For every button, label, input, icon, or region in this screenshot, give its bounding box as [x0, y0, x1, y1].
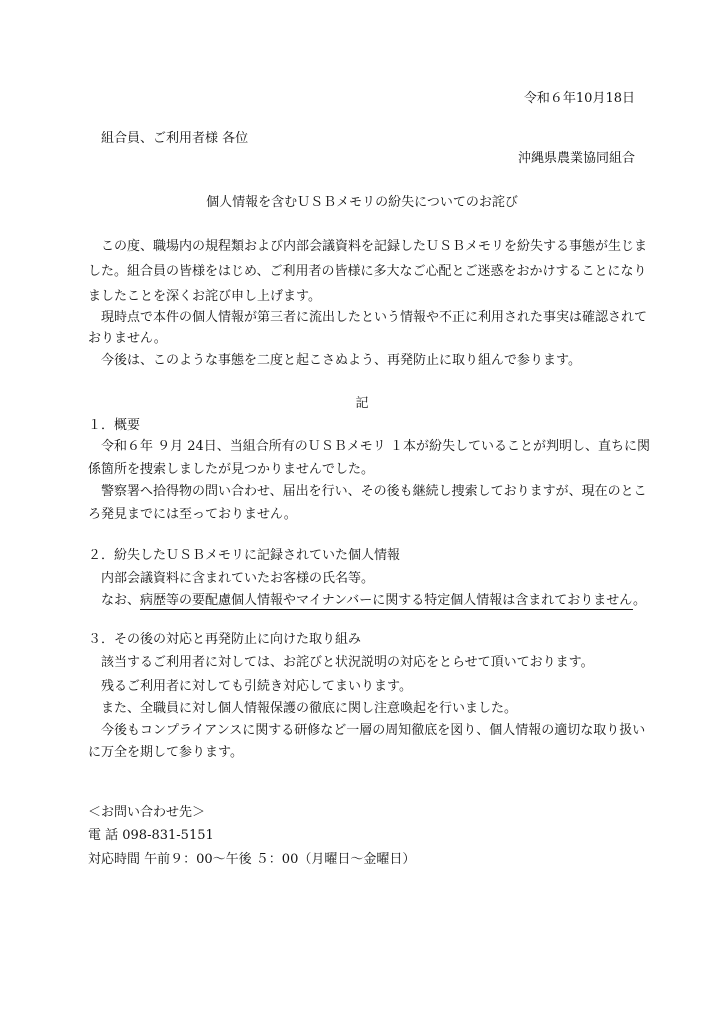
section-1-line-1: 令和６年 ９月 24日、当組合所有のＵＳＢメモリ １本が紛失していることが判明し、直ちに関: [101, 439, 650, 454]
section-1-line-2: 係箇所を捜索しましたが見つかりませんでした。: [88, 462, 375, 477]
section-2-heading: ２．紛失したＵＳＢメモリに記録されていた個人情報: [88, 548, 401, 563]
section-2-line-2-prefix: なお、: [101, 593, 141, 608]
sender-organization: 沖縄県農業協同組合: [517, 151, 635, 166]
section-3-line-2: 残るご利用者に対しても引続き対応してまいります。: [101, 679, 412, 694]
section-1-heading: １．概要: [88, 418, 141, 433]
section-3-line-3: また、全職員に対し個人情報保護の徹底に関し注意喚起を行いました。: [101, 701, 518, 716]
section-2-line-1: 内部会議資料に含まれていたお客様の氏名等。: [101, 571, 375, 586]
section-3-line-5: に万全を期して参ります。: [88, 745, 243, 760]
section-1-line-3: 警察署へ拾得物の問い合わせ、届出を行い、その後も継続し捜索しておりますが、現在のとこ: [101, 484, 647, 499]
contact-hours: 対応時間 午前９：00～午後 ５：00（月曜日～金曜日）: [88, 852, 416, 867]
recipient-line: 組合員、ご利用者様 各位: [101, 131, 249, 146]
section-3-heading: ３．その後の対応と再発防止に向けた取り組み: [88, 632, 362, 647]
section-1-line-4: ろ発見までには至っておりません。: [88, 507, 297, 522]
ki-marker: 記: [355, 396, 369, 411]
intro-paragraph-1-line-1: この度、職場内の規程類および内部会議資料を記録したＵＳＢメモリを紛失する事態が生じま: [101, 239, 648, 254]
section-2-line-2: [101, 594, 646, 607]
document-date: 令和６年10月18日: [523, 91, 635, 106]
intro-paragraph-2-line-1: 現時点で本件の個人情報が第三者に流出したという情報や不正に利用された事実は確認されて: [101, 310, 648, 325]
section-2-underlined-notice: 病歴等の要配慮個人情報やマイナンバーに関する特定個人情報は含まれておりません: [140, 593, 633, 608]
intro-paragraph-1-line-3: ましたことを深くお詫び申し上げます。: [88, 289, 321, 304]
section-3-line-4: 今後もコンプライアンスに関する研修など一層の周知徹底を図り、個人情報の適切な取り扱い: [101, 723, 646, 738]
section-2-line-2-suffix: 。: [632, 593, 646, 608]
intro-paragraph-3-line-1: 今後は、このような事態を二度と起こさぬよう、再発防止に取り組んで参ります。: [101, 353, 581, 368]
contact-phone: 電 話 098-831-5151: [88, 828, 214, 843]
section-3-line-1: 該当するご利用者に対しては、お詫びと状況説明の対応をとらせて頂いております。: [101, 655, 594, 670]
contact-heading: ＜お問い合わせ先＞: [88, 805, 206, 820]
intro-paragraph-1-line-2: した。組合員の皆様をはじめ、ご利用者の皆様に多大なご心配とご迷惑をおかけすることになり: [88, 264, 647, 279]
intro-paragraph-2-line-2: おりません。: [88, 331, 167, 346]
document-title: 個人情報を含むＵＳＢメモリの紛失についてのお詫び: [206, 195, 518, 210]
